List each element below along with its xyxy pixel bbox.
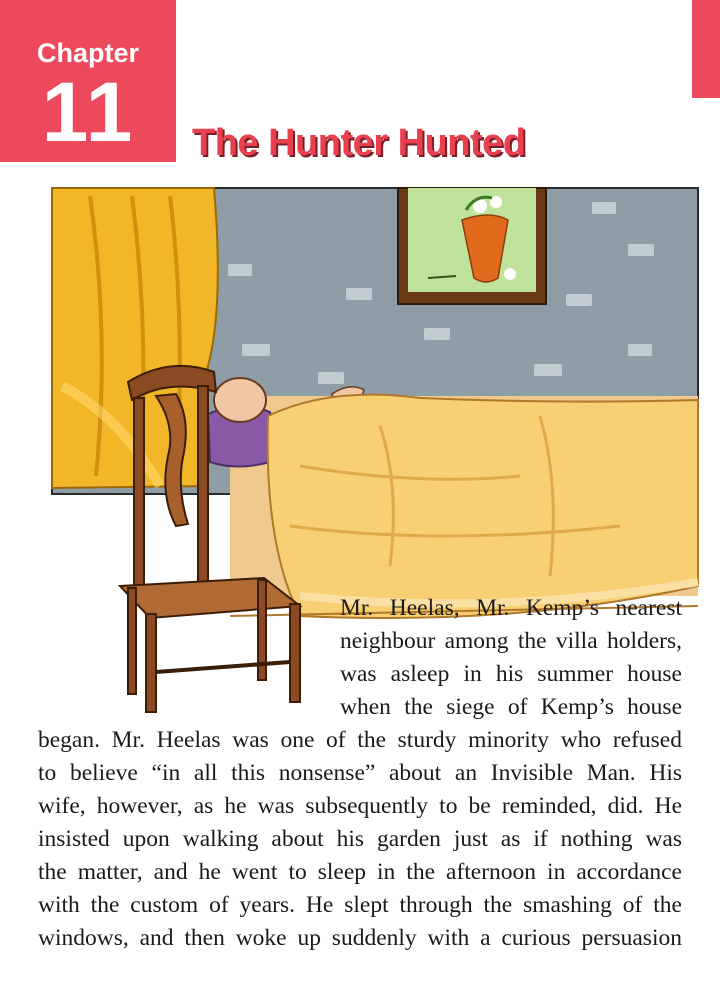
page-tab-marker <box>692 0 720 98</box>
body-line: was asleep in his summer house <box>340 661 682 687</box>
body-line: to believe “in all this nonsense” about an Invisible Man. His <box>38 760 682 786</box>
body-line: wife, however, as he was subsequently to be reminded, did. He <box>38 793 682 819</box>
body-line: began. Mr. Heelas was one of the sturdy minority who refused <box>38 727 682 753</box>
body-line: neighbour among the villa holders, <box>340 628 682 654</box>
body-line: with the custom of years. He slept through the smashing of the <box>38 892 682 918</box>
blanket <box>268 395 698 618</box>
chapter-badge <box>0 0 176 162</box>
framed-picture <box>398 188 546 304</box>
chapter-title: The Hunter Hunted <box>192 122 526 164</box>
body-line: windows, and then woke up suddenly with a curious persuasion <box>38 925 682 951</box>
body-line: Mr. Heelas, Mr. Kemp’s nearest <box>340 595 682 621</box>
body-line: when the siege of Kemp’s house <box>340 694 682 720</box>
chapter-label: Chapter <box>36 38 139 68</box>
body-line: insisted upon walking about his garden just as if nothing was <box>38 826 682 852</box>
body-line: the matter, and he went to sleep in the afternoon in accordance <box>38 859 682 885</box>
chapter-number: 11 <box>41 65 135 159</box>
